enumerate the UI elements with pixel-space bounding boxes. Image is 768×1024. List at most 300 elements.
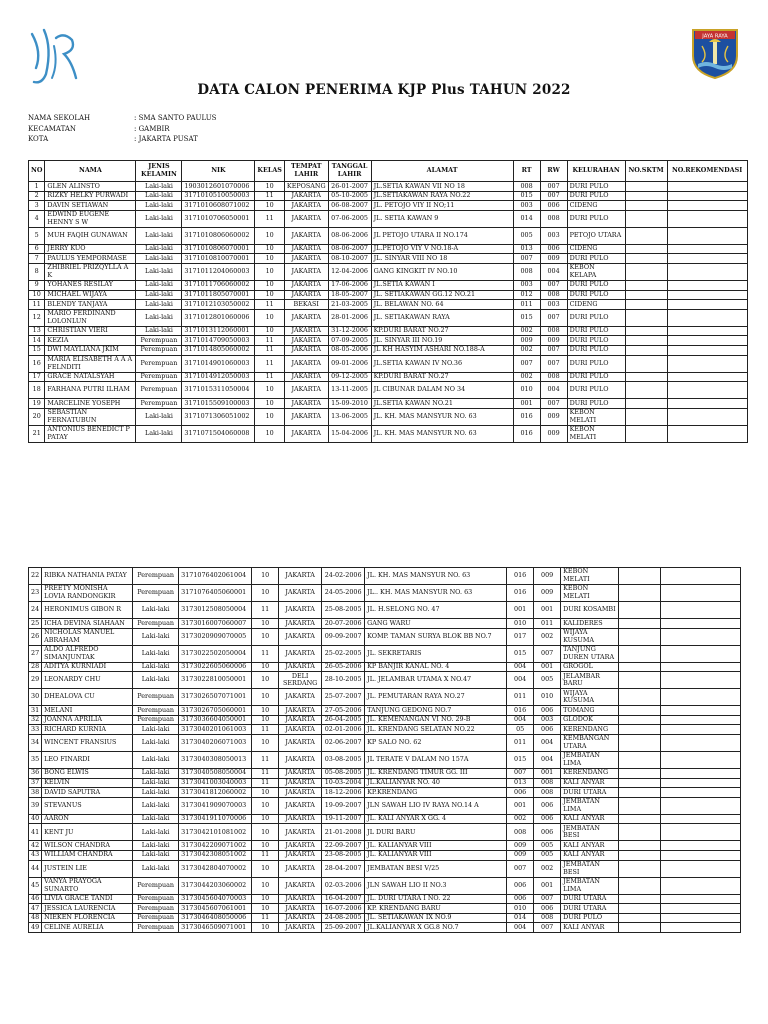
cell-rw: 007 <box>540 399 567 409</box>
cell-nama: FARHANA PUTRI ILHAM <box>45 382 136 399</box>
cell-tanggal-lahir: 28-10-2005 <box>322 672 365 689</box>
cell-rt: 016 <box>507 706 534 716</box>
cell-tempat-lahir: JAKARTA <box>284 345 328 355</box>
table-row <box>29 894 741 904</box>
cell-no: 15 <box>29 345 45 355</box>
cell-tanggal-lahir: 08-10-2007 <box>328 254 371 264</box>
cell-no: 40 <box>29 814 42 824</box>
cell-tempat-lahir: JAKARTA <box>279 628 322 645</box>
cell-jenis-kelamin: Perempuan <box>133 706 179 716</box>
cell-no-sktm <box>625 201 667 211</box>
cell-kelurahan: DURI PULO <box>567 254 625 264</box>
cell-kelas: 11 <box>255 355 285 372</box>
cell-nama: ALDO ALFREDO SIMANJUNTAK <box>42 645 133 662</box>
cell-rw: 006 <box>540 201 567 211</box>
cell-kelurahan: DURI PULO <box>567 280 625 290</box>
cell-rt: 008 <box>513 263 540 280</box>
cell-alamat: JL.SETIA KAWAN NO.21 <box>371 399 513 409</box>
cell-no-sktm <box>625 382 667 399</box>
cell-jenis-kelamin: Laki-laki <box>133 734 179 751</box>
cell-tanggal-lahir: 16-07-2006 <box>322 904 365 914</box>
cell-nik: 3173045604070003 <box>179 894 252 904</box>
cell-rt: 017 <box>507 628 534 645</box>
cell-tempat-lahir: JAKARTA <box>279 841 322 851</box>
cell-tanggal-lahir: 20-07-2006 <box>322 619 365 629</box>
cell-no: 30 <box>29 689 42 706</box>
cell-tanggal-lahir: 25-08-2005 <box>322 602 365 619</box>
cell-rt: 002 <box>513 372 540 382</box>
cell-jenis-kelamin: Laki-laki <box>136 191 182 201</box>
cell-nik: 3173040308050013 <box>179 751 252 768</box>
cell-tanggal-lahir: 08-05-2006 <box>328 345 371 355</box>
cell-jenis-kelamin: Laki-laki <box>136 408 182 425</box>
school-info-value: : GAMBIR <box>134 124 170 133</box>
cell-no: 18 <box>29 382 45 399</box>
table-row <box>29 244 748 254</box>
cell-no-rekomendasi <box>661 689 741 706</box>
cell-tempat-lahir: JAKARTA <box>279 814 322 824</box>
cell-rt: 001 <box>507 797 534 814</box>
cell-kelurahan: KEBON MELATI <box>561 568 619 585</box>
cell-alamat: JL KH HASYIM ASHARI NO.188-A <box>371 345 513 355</box>
cell-kelurahan: KEBON KELAPA <box>567 263 625 280</box>
cell-tempat-lahir: JAKARTA <box>279 602 322 619</box>
cell-kelas: 10 <box>252 585 279 602</box>
cell-kelas: 10 <box>252 841 279 851</box>
cell-alamat: JL. H.SELONG NO. 47 <box>365 602 507 619</box>
cell-jenis-kelamin: Perempuan <box>133 585 179 602</box>
cell-no: 35 <box>29 751 42 768</box>
cell-no-rekomendasi <box>661 904 741 914</box>
cell-rt: 016 <box>507 585 534 602</box>
cell-kelas: 10 <box>255 201 285 211</box>
cell-jenis-kelamin: Perempuan <box>133 877 179 894</box>
cell-alamat: JL. SINYAR III NO.19 <box>371 336 513 346</box>
cell-nik: 3173045607061001 <box>179 904 252 914</box>
cell-nik: 3171014709050003 <box>182 336 255 346</box>
cell-kelurahan: JELAMBAR BARU <box>561 672 619 689</box>
cell-jenis-kelamin: Laki-laki <box>136 227 182 244</box>
cell-nik: 3173022810050001 <box>179 672 252 689</box>
table-row <box>29 768 741 778</box>
cell-no-sktm <box>625 345 667 355</box>
cell-kelurahan: JEMBATAN BESI <box>561 824 619 841</box>
cell-kelurahan: KEMBANGAN UTARA <box>561 734 619 751</box>
cell-rt: 007 <box>507 860 534 877</box>
cell-nama: AARON <box>42 814 133 824</box>
cell-jenis-kelamin: Perempuan <box>136 399 182 409</box>
table-row <box>29 725 741 735</box>
cell-rt: 006 <box>507 894 534 904</box>
table-row <box>29 877 741 894</box>
cell-tempat-lahir: JAKARTA <box>279 768 322 778</box>
cell-nik: 3171015311050004 <box>182 382 255 399</box>
cell-rt: 013 <box>513 244 540 254</box>
cell-rw: 007 <box>540 280 567 290</box>
cell-kelas: 11 <box>252 913 279 923</box>
cell-no: 12 <box>29 309 45 326</box>
school-info-label: KECAMATAN <box>28 124 77 133</box>
cell-no-sktm <box>619 778 661 788</box>
cell-nama: MICHAEL WIJAYA <box>45 290 136 300</box>
cell-jenis-kelamin: Laki-laki <box>136 309 182 326</box>
cell-alamat: JL.KALIANYAR NO. 40 <box>365 778 507 788</box>
cell-tanggal-lahir: 15-04-2006 <box>328 425 371 442</box>
cell-kelurahan: KALI ANYAR <box>561 923 619 933</box>
cell-no-sktm <box>619 814 661 824</box>
cell-tempat-lahir: JAKARTA <box>284 227 328 244</box>
table-row <box>29 672 741 689</box>
cell-no-sktm <box>625 326 667 336</box>
cell-tanggal-lahir: 23-08-2005 <box>322 850 365 860</box>
cell-jenis-kelamin: Perempuan <box>133 904 179 914</box>
cell-jenis-kelamin: Perempuan <box>136 355 182 372</box>
cell-no-sktm <box>619 904 661 914</box>
cell-no-sktm <box>619 923 661 933</box>
cell-rt: 015 <box>513 309 540 326</box>
cell-kelas: 11 <box>255 345 285 355</box>
table-row <box>29 662 741 672</box>
cell-no-rekomendasi <box>667 191 747 201</box>
cell-no-rekomendasi <box>661 894 741 904</box>
table-row <box>29 336 748 346</box>
cell-rt: 015 <box>507 751 534 768</box>
cell-nama: CHRISTIAN VIERI <box>45 326 136 336</box>
cell-kelurahan: DURI PULO <box>567 309 625 326</box>
cell-rt: 006 <box>507 788 534 798</box>
table-row <box>29 345 748 355</box>
cell-nama: WILSON CHANDRA <box>42 841 133 851</box>
cell-tempat-lahir: JAKARTA <box>284 425 328 442</box>
cell-rw: 006 <box>540 244 567 254</box>
cell-nama: RICHARD KURNIA <box>42 725 133 735</box>
column-header-kelurahan: KELURAHAN <box>567 161 625 182</box>
cell-no-sktm <box>619 672 661 689</box>
cell-rw: 001 <box>534 768 561 778</box>
cell-tanggal-lahir: 02-03-2006 <box>322 877 365 894</box>
cell-tanggal-lahir: 28-04-2007 <box>322 860 365 877</box>
cell-alamat: JL. PEMUTARAN RAYA NO.27 <box>365 689 507 706</box>
cell-no-sktm <box>619 645 661 662</box>
cell-nik: 3171076405060001 <box>179 585 252 602</box>
table-row <box>29 628 741 645</box>
cell-no: 47 <box>29 904 42 914</box>
cell-alamat: JL.SETIA KAWAN IV NO.36 <box>371 355 513 372</box>
cell-kelas: 10 <box>255 382 285 399</box>
cell-tanggal-lahir: 31-12-2006 <box>328 326 371 336</box>
cell-kelurahan: JEMBATAN LIMA <box>561 797 619 814</box>
cell-no-sktm <box>619 585 661 602</box>
cell-no-sktm <box>619 788 661 798</box>
cell-no-sktm <box>625 336 667 346</box>
cell-tempat-lahir: JAKARTA <box>284 290 328 300</box>
cell-tanggal-lahir: 21-01-2008 <box>322 824 365 841</box>
cell-tanggal-lahir: 22-09-2007 <box>322 841 365 851</box>
cell-kelas: 10 <box>255 408 285 425</box>
cell-kelas: 10 <box>252 824 279 841</box>
cell-no-rekomendasi <box>661 768 741 778</box>
column-header-nama: NAMA <box>45 161 136 182</box>
cell-rt: 002 <box>507 814 534 824</box>
cell-tanggal-lahir: 19-11-2007 <box>322 814 365 824</box>
cell-no-sktm <box>625 191 667 201</box>
cell-nik: 3171011204060003 <box>182 263 255 280</box>
cell-rw: 002 <box>534 628 561 645</box>
cell-no-rekomendasi <box>661 850 741 860</box>
cell-rw: 004 <box>540 263 567 280</box>
cell-no: 9 <box>29 280 45 290</box>
cell-nama: GRACE NATALSYAH <box>45 372 136 382</box>
cell-rt: 014 <box>507 913 534 923</box>
cell-rw: 009 <box>540 408 567 425</box>
cell-kelas: 10 <box>252 894 279 904</box>
cell-no: 46 <box>29 894 42 904</box>
cell-no-rekomendasi <box>667 399 747 409</box>
cell-rt: 006 <box>507 877 534 894</box>
cell-alamat: JL. SETIAKAWAN IX NO.9 <box>365 913 507 923</box>
cell-nama: KELVIN <box>42 778 133 788</box>
cell-nik: 3173042101081002 <box>179 824 252 841</box>
cell-no-rekomendasi <box>667 309 747 326</box>
cell-no: 1 <box>29 182 45 192</box>
cell-no: 39 <box>29 797 42 814</box>
cell-rt: 009 <box>507 850 534 860</box>
cell-jenis-kelamin: Laki-laki <box>133 824 179 841</box>
column-header-alamat: ALAMAT <box>371 161 513 182</box>
school-info-label: NAMA SEKOLAH <box>28 114 91 122</box>
cell-nama: KENT JU <box>42 824 133 841</box>
cell-no-rekomendasi <box>667 210 747 227</box>
cell-no-sktm <box>625 254 667 264</box>
cell-alamat: JL. SETIAKAWAN GG.12 NO.21 <box>371 290 513 300</box>
cell-no-rekomendasi <box>667 244 747 254</box>
cell-no-sktm <box>625 210 667 227</box>
cell-no-rekomendasi <box>667 201 747 211</box>
cell-rw: 004 <box>534 734 561 751</box>
table-row <box>29 706 741 716</box>
cell-no: 14 <box>29 336 45 346</box>
cell-nik: 3171010510050003 <box>182 191 255 201</box>
cell-no: 38 <box>29 788 42 798</box>
cell-kelas: 11 <box>255 300 285 310</box>
cell-kelas: 10 <box>255 254 285 264</box>
table-row <box>29 645 741 662</box>
cell-alamat: JL. KALIANYAR VIII <box>365 841 507 851</box>
cell-kelurahan: KALIDERES <box>561 619 619 629</box>
cell-no-rekomendasi <box>661 662 741 672</box>
cell-nama: JOANNA APRILIA <box>42 715 133 725</box>
cell-no-sktm <box>619 568 661 585</box>
cell-jenis-kelamin: Perempuan <box>133 619 179 629</box>
cell-jenis-kelamin: Laki-laki <box>133 778 179 788</box>
cell-tanggal-lahir: 09-12-2005 <box>328 372 371 382</box>
cell-nik: 3171010810070001 <box>182 254 255 264</box>
cell-jenis-kelamin: Laki-laki <box>133 797 179 814</box>
cell-kelurahan: KALI ANYAR <box>561 814 619 824</box>
table-row <box>29 788 741 798</box>
cell-rw: 006 <box>534 706 561 716</box>
cell-nik: 3173041911070006 <box>179 814 252 824</box>
cell-tempat-lahir: JAKARTA <box>284 336 328 346</box>
cell-kelas: 10 <box>252 788 279 798</box>
cell-tanggal-lahir: 05-08-2005 <box>322 768 365 778</box>
cell-no-rekomendasi <box>667 382 747 399</box>
cell-tanggal-lahir: 28-01-2006 <box>328 309 371 326</box>
cell-no: 31 <box>29 706 42 716</box>
cell-kelas: 10 <box>255 326 285 336</box>
cell-rt: 010 <box>507 904 534 914</box>
cell-no: 29 <box>29 672 42 689</box>
cell-rw: 007 <box>540 355 567 372</box>
cell-alamat: JL. KRENDANG SELATAN NO.22 <box>365 725 507 735</box>
cell-rw: 008 <box>534 778 561 788</box>
column-header-tanggal-lahir: TANGGAL LAHIR <box>328 161 371 182</box>
cell-jenis-kelamin: Perempuan <box>133 689 179 706</box>
cell-nama: LIVIA GRACE TANDI <box>42 894 133 904</box>
cell-rt: 001 <box>507 602 534 619</box>
cell-tempat-lahir: JAKARTA <box>284 309 328 326</box>
cell-tempat-lahir: KEPOSANG <box>284 182 328 192</box>
cell-no-sktm <box>625 290 667 300</box>
cell-nik: 3173012508050004 <box>179 602 252 619</box>
cell-rt: 05 <box>507 725 534 735</box>
cell-no: 49 <box>29 923 42 933</box>
cell-nik: 3173040201061003 <box>179 725 252 735</box>
table-row <box>29 751 741 768</box>
cell-nik: 3171010806070001 <box>182 244 255 254</box>
cell-no: 7 <box>29 254 45 264</box>
cell-nik: 3171011706060002 <box>182 280 255 290</box>
cell-kelurahan: TOMANG <box>561 706 619 716</box>
cell-no-sktm <box>619 662 661 672</box>
cell-tanggal-lahir: 16-04-2007 <box>322 894 365 904</box>
table-row <box>29 734 741 751</box>
cell-no-sktm <box>619 725 661 735</box>
school-info <box>28 113 216 145</box>
cell-nik: 3173041909070003 <box>179 797 252 814</box>
cell-alamat: JL. SINYAR VIII NO 18 <box>371 254 513 264</box>
cell-nik: 3173022605060006 <box>179 662 252 672</box>
cell-kelas: 10 <box>252 734 279 751</box>
cell-kelurahan: DURI PULO <box>567 399 625 409</box>
cell-kelurahan: JEMBATAN LIMA <box>561 877 619 894</box>
cell-tanggal-lahir: 03-08-2005 <box>322 751 365 768</box>
cell-nama: GLEN ALINSTO <box>45 182 136 192</box>
column-header-tempat-lahir: TEMPAT LAHIR <box>284 161 328 182</box>
cell-rw: 006 <box>534 725 561 735</box>
cell-kelurahan: DURI PULO <box>567 372 625 382</box>
cell-no-rekomendasi <box>667 290 747 300</box>
cell-kelas: 10 <box>255 227 285 244</box>
cell-kelurahan: KEBON MELATI <box>567 425 625 442</box>
cell-no-sktm <box>619 894 661 904</box>
cell-no-rekomendasi <box>661 568 741 585</box>
cell-jenis-kelamin: Perempuan <box>133 894 179 904</box>
cell-no-sktm <box>619 689 661 706</box>
cell-nik: 3173036604050001 <box>179 715 252 725</box>
cell-no: 13 <box>29 326 45 336</box>
cell-tanggal-lahir: 09-09-2007 <box>322 628 365 645</box>
cell-alamat: KP SALO NO. 62 <box>365 734 507 751</box>
jakarta-emblem <box>690 26 740 80</box>
cell-no: 25 <box>29 619 42 629</box>
cell-nik: 3171071306051002 <box>182 408 255 425</box>
cell-nik: 1903012601070006 <box>182 182 255 192</box>
cell-nama: LEONARDY CHU <box>42 672 133 689</box>
cell-jenis-kelamin: Laki-laki <box>136 326 182 336</box>
cell-tanggal-lahir: 24-02-2006 <box>322 568 365 585</box>
cell-no-sktm <box>625 280 667 290</box>
cell-rt: 016 <box>513 408 540 425</box>
table-row <box>29 904 741 914</box>
school-info-row <box>28 124 216 135</box>
column-header-no-rekomendasi: NO.REKOMENDASI <box>667 161 747 182</box>
cell-alamat: JL. KH. MAS MANSYUR NO. 63 <box>365 568 507 585</box>
recipient-table-continued <box>28 567 741 933</box>
cell-jenis-kelamin: Laki-laki <box>133 850 179 860</box>
cell-jenis-kelamin: Laki-laki <box>133 788 179 798</box>
school-info-value: : SMA SANTO PAULUS <box>134 114 217 122</box>
cell-rt: 007 <box>513 355 540 372</box>
cell-no: 24 <box>29 602 42 619</box>
cell-rt: 012 <box>513 290 540 300</box>
cell-no: 22 <box>29 568 42 585</box>
cell-rt: 016 <box>513 425 540 442</box>
cell-no-sktm <box>619 602 661 619</box>
cell-kelas: 10 <box>252 814 279 824</box>
cell-no-sktm <box>619 824 661 841</box>
cell-no-sktm <box>625 425 667 442</box>
cell-rw: 006 <box>534 904 561 914</box>
kjp-logo-icon <box>28 28 80 86</box>
cell-rt: 011 <box>513 300 540 310</box>
cell-alamat: JL.PETOJO VIY V NO.18-A <box>371 244 513 254</box>
table-row <box>29 715 741 725</box>
cell-tempat-lahir: JAKARTA <box>279 734 322 751</box>
cell-no-sktm <box>619 706 661 716</box>
cell-no-sktm <box>619 734 661 751</box>
cell-kelurahan: KERENDANG <box>561 768 619 778</box>
table-row <box>29 689 741 706</box>
cell-no-rekomendasi <box>661 797 741 814</box>
cell-nik: 3171013112060001 <box>182 326 255 336</box>
cell-alamat: JL. JELAMBAR UTAMA X NO.47 <box>365 672 507 689</box>
cell-kelas: 11 <box>252 725 279 735</box>
cell-jenis-kelamin: Perempuan <box>136 382 182 399</box>
cell-rw: 001 <box>534 877 561 894</box>
cell-alamat: JEMBATAN BESI V/25 <box>365 860 507 877</box>
cell-no-rekomendasi <box>667 355 747 372</box>
cell-no-rekomendasi <box>667 425 747 442</box>
cell-no: 6 <box>29 244 45 254</box>
cell-nama: SEBASTIAN FERNATUBUN <box>45 408 136 425</box>
cell-kelas: 10 <box>255 244 285 254</box>
cell-tempat-lahir: JAKARTA <box>279 877 322 894</box>
cell-no: 37 <box>29 778 42 788</box>
cell-rt: 016 <box>507 568 534 585</box>
cell-nama: ZHIBRIEL PRIZQYLLA A K <box>45 263 136 280</box>
cell-tempat-lahir: JAKARTA <box>279 645 322 662</box>
cell-jenis-kelamin: Laki-laki <box>136 182 182 192</box>
cell-jenis-kelamin: Perempuan <box>133 913 179 923</box>
cell-no: 43 <box>29 850 42 860</box>
table-row <box>29 778 741 788</box>
cell-rt: 004 <box>507 715 534 725</box>
table-row <box>29 201 748 211</box>
cell-alamat: JL. DURI UTARA I NO. 22 <box>365 894 507 904</box>
cell-kelurahan: DURI UTARA <box>561 788 619 798</box>
cell-tanggal-lahir: 26-05-2006 <box>322 662 365 672</box>
